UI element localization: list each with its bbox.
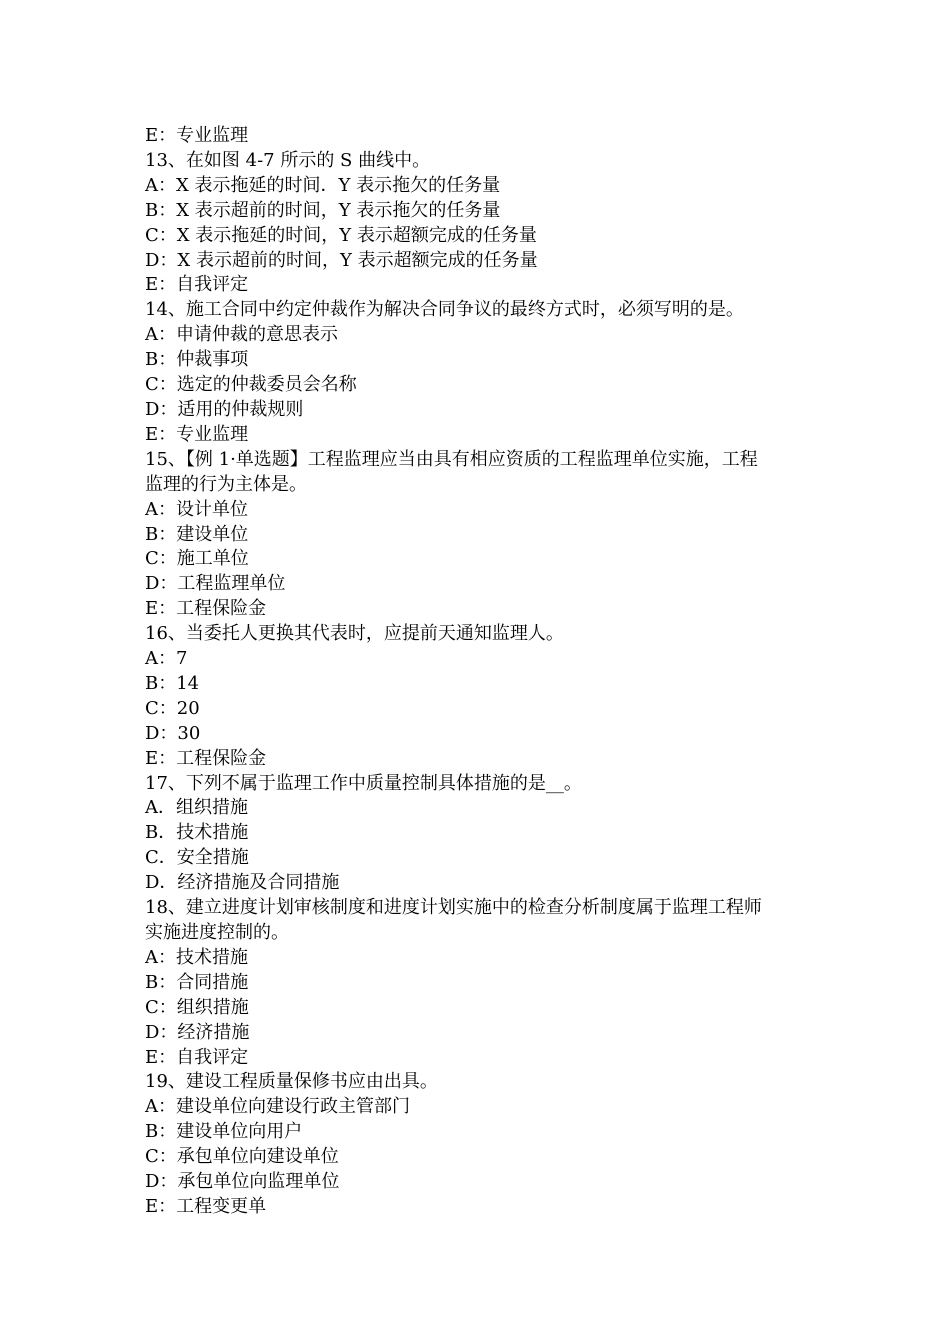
document-page [145, 124, 815, 1220]
text-line: A．组织措施 [145, 797, 248, 819]
text-line: C：选定的仲裁委员会名称 [145, 374, 357, 396]
text-line: B：仲裁事项 [145, 349, 249, 371]
text-line: A：申请仲裁的意思表示 [145, 324, 338, 346]
text-line: A：技术措施 [145, 946, 248, 968]
text-line: D：工程监理单位 [145, 573, 286, 595]
text-line: D：承包单位向监理单位 [145, 1171, 340, 1193]
text-line: C：承包单位向建设单位 [145, 1146, 339, 1168]
text-line: B：X 表示超前的时间，Y 表示拖欠的任务量 [145, 199, 501, 221]
text-line: 实施进度控制的。 [145, 922, 289, 943]
text-line: B．技术措施 [145, 822, 249, 844]
question-16: 16、当委托人更换其代表时，应提前天通知监理人。 [145, 623, 564, 645]
question-14: 14、施工合同中约定仲裁作为解决合同争议的最终方式时，必须写明的是。 [145, 299, 744, 321]
question-17: 17、下列不属于监理工作中质量控制具体措施的是__。 [145, 772, 582, 794]
text-line: B：建设单位向用户 [145, 1121, 303, 1143]
text-line: C：组织措施 [145, 996, 249, 1018]
text-line: D：X 表示超前的时间，Y 表示超额完成的任务量 [145, 249, 538, 271]
text-line: B：14 [145, 672, 200, 694]
text-line: E：工程保险金 [145, 598, 267, 620]
text-line: D．经济措施及合同措施 [145, 872, 340, 894]
text-line: 监理的行为主体是。 [145, 473, 307, 495]
text-line: B：建设单位 [145, 523, 249, 545]
text-line: C：施工单位 [145, 548, 249, 570]
text-line: E：自我评定 [145, 274, 249, 296]
question-15: 15、【例 1·单选题】工程监理应当由具有相应资质的工程监理单位实施，工程 [145, 448, 758, 470]
question-19: 19、建设工程质量保修书应由出具。 [145, 1071, 438, 1093]
text-line: D：30 [145, 722, 201, 744]
text-line: D：适用的仲裁规则 [145, 398, 304, 420]
text-line: D：经济措施 [145, 1021, 250, 1043]
text-line: A：建设单位向建设行政主管部门 [145, 1096, 410, 1118]
text-line: A：7 [145, 648, 188, 670]
text-line: E：自我评定 [145, 1046, 249, 1068]
text-line: E：专业监理 [145, 125, 249, 146]
text-line: C：X 表示拖延的时间，Y 表示超额完成的任务量 [145, 224, 537, 246]
text-line: E：专业监理 [145, 423, 249, 445]
question-18: 18、建立进度计划审核制度和进度计划实施中的检查分析制度属于监理工程师 [145, 897, 762, 919]
text-line: B：合同措施 [145, 971, 249, 993]
text-line: A：X 表示拖延的时间．Y 表示拖欠的任务量 [145, 174, 501, 196]
question-13: 13、在如图 4-7 所示的 S 曲线中。 [145, 149, 431, 171]
text-line: C．安全措施 [145, 847, 249, 869]
text-line: E：工程变更单 [145, 1195, 267, 1217]
text-line: C：20 [145, 697, 200, 719]
text-line: E：工程保险金 [145, 747, 267, 769]
text-line: A：设计单位 [145, 498, 248, 520]
